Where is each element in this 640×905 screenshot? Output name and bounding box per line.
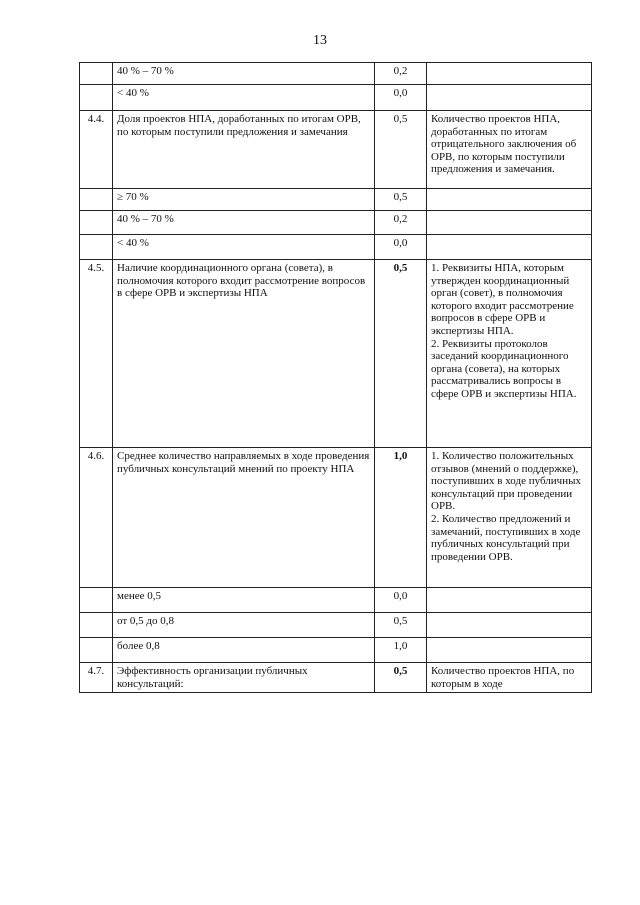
documents-cell bbox=[427, 448, 592, 588]
scale-row bbox=[80, 189, 592, 211]
document-item: 2. Реквизиты протоколов заседаний координационного органа (совета), на которых рассматривались вопросы в сфере ОРВ и экспертизы НПА. bbox=[431, 337, 577, 400]
score-value: 0,5 bbox=[375, 663, 427, 693]
scale-row bbox=[80, 638, 592, 663]
documents-cell bbox=[427, 85, 592, 111]
scale-label: более 0,8 bbox=[113, 638, 375, 663]
criterion-row bbox=[80, 663, 592, 693]
documents-cell bbox=[427, 260, 592, 448]
scale-label: < 40 % bbox=[113, 235, 375, 260]
criterion-text: Доля проектов НПА, доработанных по итогам ОРВ, по которым поступили предложения и замечания bbox=[113, 111, 375, 189]
score-value: 0,2 bbox=[375, 63, 427, 85]
document-item: Количество проектов НПА, по которым в ходе bbox=[431, 665, 575, 690]
scale-label: 40 % – 70 % bbox=[113, 211, 375, 235]
scale-row bbox=[80, 588, 592, 613]
criterion-text: Среднее количество направляемых в ходе проведения публичных консультаций мнений по проекту НПА bbox=[113, 448, 375, 588]
row-number-cell bbox=[80, 638, 113, 663]
documents-cell bbox=[427, 663, 592, 693]
documents-cell bbox=[427, 111, 592, 189]
score-value: 0,5 bbox=[375, 111, 427, 189]
documents-cell bbox=[427, 613, 592, 638]
documents-cell bbox=[427, 235, 592, 260]
documents-cell bbox=[427, 211, 592, 235]
score-value: 0,2 bbox=[375, 211, 427, 235]
criterion-row bbox=[80, 260, 592, 448]
documents-cell bbox=[427, 63, 592, 85]
row-number-cell bbox=[80, 211, 113, 235]
criterion-row bbox=[80, 111, 592, 189]
scale-label: 40 % – 70 % bbox=[113, 63, 375, 85]
page-number: 13 bbox=[313, 33, 327, 48]
scale-row bbox=[80, 85, 592, 111]
score-value: 0,5 bbox=[375, 613, 427, 638]
score-value: 1,0 bbox=[375, 638, 427, 663]
scale-label: менее 0,5 bbox=[113, 588, 375, 613]
row-number-cell: 4.5. bbox=[80, 260, 113, 448]
row-number-cell bbox=[80, 613, 113, 638]
row-number-cell: 4.6. bbox=[80, 448, 113, 588]
criterion-text: Наличие координационного органа (совета), в полномочия которого входит рассмотрение вопросов в сфере ОРВ и экспертизы НПА bbox=[113, 260, 375, 448]
row-number-cell: 4.7. bbox=[80, 663, 113, 693]
row-number-cell bbox=[80, 189, 113, 211]
scale-row bbox=[80, 211, 592, 235]
score-value: 0,0 bbox=[375, 235, 427, 260]
documents-cell bbox=[427, 638, 592, 663]
row-number-cell bbox=[80, 588, 113, 613]
criteria-table bbox=[79, 62, 592, 693]
row-number-cell bbox=[80, 85, 113, 111]
documents-cell bbox=[427, 189, 592, 211]
table-body bbox=[80, 63, 592, 693]
score-value: 1,0 bbox=[375, 448, 427, 588]
scale-label: от 0,5 до 0,8 bbox=[113, 613, 375, 638]
documents-cell bbox=[427, 588, 592, 613]
scale-row bbox=[80, 613, 592, 638]
scale-label: ≥ 70 % bbox=[113, 189, 375, 211]
document-item: 1. Количество положительных отзывов (мнений о поддержке), поступивших в ходе публичных консультаций при проведении ОРВ. bbox=[431, 450, 581, 513]
criterion-text: Эффективность организации публичных консультаций: bbox=[113, 663, 375, 693]
score-value: 0,0 bbox=[375, 85, 427, 111]
row-number-cell bbox=[80, 63, 113, 85]
criterion-row bbox=[80, 448, 592, 588]
document-item: 1. Реквизиты НПА, которым утвержден координационный орган (совет), в полномочия которого входит рассмотрение вопросов в сфере ОРВ и экспертизы НПА. bbox=[431, 262, 574, 337]
scale-row bbox=[80, 235, 592, 260]
row-number-cell: 4.4. bbox=[80, 111, 113, 189]
score-value: 0,0 bbox=[375, 588, 427, 613]
row-number-cell bbox=[80, 235, 113, 260]
score-value: 0,5 bbox=[375, 189, 427, 211]
document-item: Количество проектов НПА, доработанных по итогам отрицательного заключения об ОРВ, по которым поступили предложения и замечания. bbox=[431, 113, 577, 176]
score-value: 0,5 bbox=[375, 260, 427, 448]
scale-row bbox=[80, 63, 592, 85]
scale-label: < 40 % bbox=[113, 85, 375, 111]
document-item: 2. Количество предложений и замечаний, поступивших в ходе публичных консультаций при проведении ОРВ. bbox=[431, 512, 581, 563]
